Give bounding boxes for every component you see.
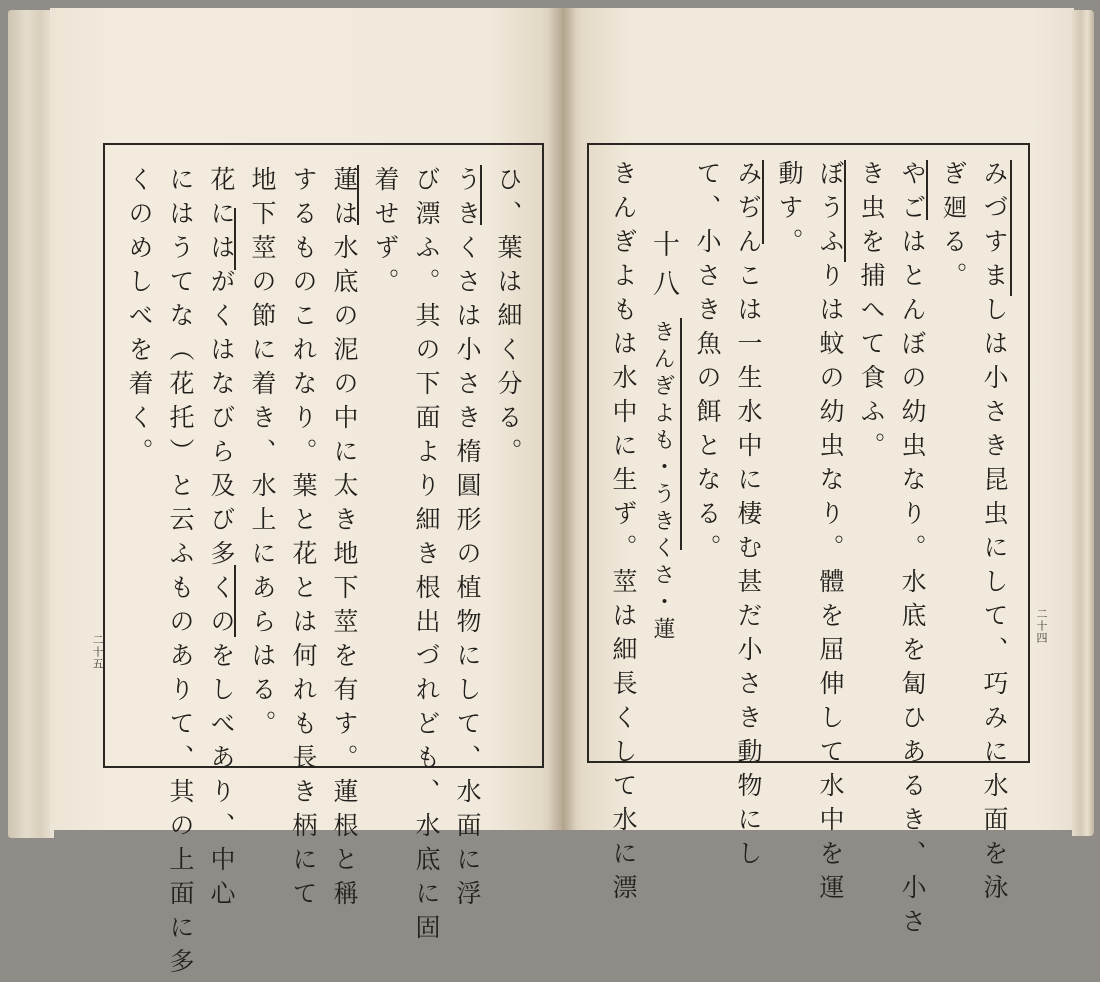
left-column-5: 蓮は水底の泥の中に太き地下莖を有す。蓮根と稱	[330, 166, 359, 914]
term-sideline-mijinko	[762, 160, 764, 244]
right-column-2: ぎ廻る。	[939, 160, 968, 296]
term-sideline-hasu	[357, 165, 359, 225]
left-column-2: うきくさは小さき楕圓形の植物にして、水面に浮	[453, 166, 482, 914]
right-column-3: やごはとんぼの幼虫なり。水底を匐ひあるき、小さ	[898, 160, 927, 942]
term-sideline-shibe	[234, 565, 236, 637]
right-column-1: みづすましは小さき昆虫にして、巧みに水面を泳	[980, 160, 1009, 908]
left-page-number: 二十五	[91, 634, 104, 670]
left-column-9: にはうてな（花托）と云ふものありて、其の上面に多	[166, 166, 195, 982]
left-column-6: するものこれなり。葉と花とは何れも長き柄にて	[289, 166, 318, 914]
right-column-9: きんぎよもは水中に生ず。莖は細長くして水に漂	[609, 160, 638, 908]
left-column-1: ひ、葉は細く分る。	[494, 166, 523, 472]
term-sideline-yago	[926, 160, 928, 220]
right-column-6: 動す。	[775, 160, 804, 262]
term-sideline-boufuri	[844, 160, 846, 262]
left-column-3: び漂ふ。其の下面より細き根出づれども、水底に固	[412, 166, 441, 948]
left-column-10: くのめしべを着く。	[125, 166, 154, 472]
left-column-7: 地下莖の節に着き、水上にあらはる。	[248, 166, 277, 744]
right-page-stack-edge	[1072, 10, 1094, 836]
left-page-stack-edge	[8, 10, 54, 838]
left-column-8: 花にはがくはなびら及び多くのをしべあり、中心	[207, 166, 236, 914]
left-column-4: 着せず。	[371, 166, 400, 302]
term-sideline-ukikusa	[480, 165, 482, 225]
right-column-7: みぢんこは一生水中に棲む甚だ小さき動物にし	[734, 160, 763, 874]
right-column-5: ぼうふりは蚊の幼虫なり。體を屈伸して水中を運	[816, 160, 845, 908]
term-sideline-gaku	[234, 208, 236, 270]
right-page-number: 二十四	[1035, 608, 1048, 644]
lesson-title: きんぎよも・うきくさ・蓮	[650, 320, 675, 644]
right-column-8: て、小さき魚の餌となる。	[693, 160, 722, 568]
term-sideline-kingyomo	[680, 318, 682, 550]
right-column-4: き虫を捕へて食ふ。	[857, 160, 886, 466]
lesson-number: 十八	[648, 230, 679, 308]
term-sideline-mizusumashi	[1010, 160, 1012, 296]
book-gutter	[548, 8, 576, 830]
